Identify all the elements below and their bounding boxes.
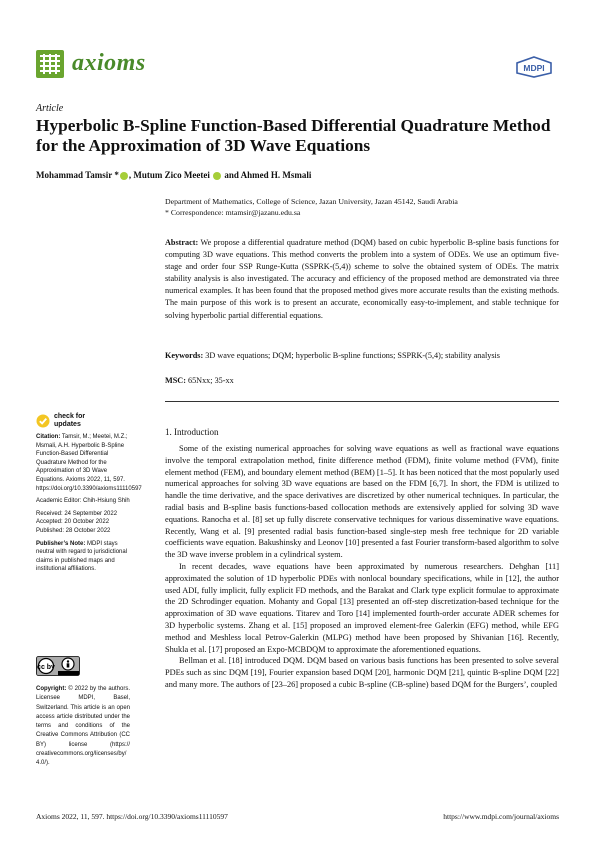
affiliations (165, 196, 565, 218)
publisher-note (36, 540, 130, 574)
divider (165, 401, 559, 402)
paragraph: Bellman et al. [18] introduced DQM. DQM based on various basis functions has been presented to solve several PDEs such as sinc DQM [19], Fourier expansion based DQM [20], harmonic DQM [21], quintic B-spline DQM [22] and many more. The authors of [23–26] proposed a cubic B-spline (CB-spline) based DQM for the Burgers’, coupled (165, 656, 559, 689)
citation-label: Citation: (36, 434, 61, 440)
publisher-note-label: Publisher’s Note: (36, 540, 86, 547)
page-title: Hyperbolic B-Spline Function-Based Differential Quadrature Method for the Approximation of 3D Wave Equations (36, 116, 551, 155)
footer-journal-link[interactable]: https://www.mdpi.com/journal/axioms (443, 812, 559, 821)
authors (36, 170, 311, 180)
keywords-text: 3D wave equations; DQM; hyperbolic B-spline functions; SSPRK-(5,4); stability analysis (203, 351, 500, 360)
affiliation: Department of Mathematics, College of Science, Jazan University, Jazan 45142, Saudi Arabia (165, 197, 458, 206)
keywords (165, 351, 559, 360)
footer-citation[interactable]: Axioms 2022, 11, 597. https://doi.org/10.3390/axioms11110597 (36, 812, 228, 821)
copyright-label: Copyright: (36, 686, 67, 692)
orcid-icon[interactable] (213, 172, 221, 180)
correspondence: * Correspondence: mtamsir@jazanu.edu.sa (165, 208, 301, 217)
author-3[interactable]: and Ahmed H. Msmali (222, 170, 312, 180)
published-date: Published: 28 October 2022 (36, 527, 111, 534)
mdpi-logo-icon (515, 56, 553, 78)
article-type: Article (36, 103, 64, 114)
abstract (165, 237, 559, 322)
journal-logo-icon (36, 50, 64, 78)
msc-label: MSC: (165, 376, 186, 385)
paragraph: In recent decades, wave equations have been approximated by numerous researchers. Dehghan [11] approximated the solution of 1D hyperbolic PDEs with nonlocal boundary specifications, while in [12], the author used ADI, fully implicit, fully explicit FD methods, and the Barakat and Clark type explicit formulae to approximate the 2D Schrodinger equation. Mohanty and Gopal [13] presented an off-step discretization-based technique for the approximation of 3D wave equations. Titarev and Toro [14] implemented fourth-order accurate ADER schemes for 3D hyperbolic systems. Zhang et al. [15] proposed an improved element-free Galerkin (EFG) method, while EFG method and Meshless local Petrov-Galerkin (MLPG) method have been proposed by Shivanian [16]. Recently, Shukla et al. [17] proposed an Expo-MCBDQM to approximate the aforementioned equations. (165, 561, 559, 654)
check-for-updates-icon[interactable] (36, 414, 50, 428)
copyright-text: © 2022 by the authors. Licensee MDPI, Basel, Switzerland. This article is an open access article distributed under the terms and conditions of the Creative Commons Attribution (CC BY) license (https:// creativecommons.org/licenses/by/ 4.0/). (36, 686, 130, 767)
body-text (165, 443, 559, 691)
orcid-icon[interactable] (120, 172, 128, 180)
msc (165, 376, 234, 385)
paragraph: Some of the existing numerical approaches for solving wave equations as well as fractional wave equations involve the temporal extrapolation method, finite difference method (FDM), finite volume method (FVM), finite element method (FEM), and boundary element method (BEM) [1–5]. It has been noticed that the most popularly used numerical approaches for solving 3D wave equations are based on the FDM [6,7]. In short, the FDM is utilized to handle the time derivative, and the space derivatives are discretized by other numerical techniques. In particular, the radial basis and B-spline basis functions-based collocation methods are extensively applied for solving 3D wave equations. Ranocha et al. [8] set up fully discrete conservative techniques for various disseminative wave equations. Recently, Wang et al. [9] presented radial basis function-based single-step mesh free technique for 2D variable coefficients wave equation. Bakushinsky and Leonov [10] presented a fast Fourier transform-based algorithm to solve the 3D wave inverse problem in a cylindrical system. (165, 444, 559, 560)
citation-text: Tamsir, M.; Meetei, M.Z.; Msmali, A.H. Hyperbolic B-Spline Function-Based Differential Quadrature Method for the Approximation of 3D Wave Equations. Axioms 2022, 11, 597. https://doi.org/10.3390/axioms11110597 (36, 434, 142, 492)
cc-label: cc by (37, 664, 55, 671)
academic-editor: Academic Editor: Chih-Hsiung Shih (36, 498, 130, 505)
section-heading: 1. Introduction (165, 427, 219, 437)
author-1[interactable]: Mohammad Tamsir * (36, 170, 119, 180)
abstract-text: We propose a differential quadrature method (DQM) based on cubic hyperbolic B-spline basis functions for computing 3D wave equations. This method converts the problem into a system of ODEs. We use an optimum five-stage and order four SSP Runge-Kutta (SSPRK-(5,4)) scheme to solve the obtained system of ODEs. The matrix stability analysis is also investigated. The accuracy and efficiency of the proposed method are demonstrated via three numerical examples. It has been found that the proposed method gives more accurate results than the existing methods. The main purpose of this work is to present an accurate, economically easy-to-implement, and stable technique for solving hyperbolic partial differential equations. (165, 238, 559, 320)
sidebar (36, 433, 142, 578)
citation (36, 433, 142, 493)
cc-by-license-icon[interactable] (36, 656, 80, 676)
msc-text: 65Nxx; 35-xx (185, 376, 234, 385)
check-for-updates-link[interactable]: check for updates (54, 413, 86, 428)
author-2[interactable]: , Mutum Zico Meetei (128, 170, 210, 180)
received-date: Received: 24 September 2022 (36, 510, 118, 517)
keywords-label: Keywords: (165, 351, 204, 360)
abstract-label: Abstract: (165, 238, 199, 247)
publisher-note-text: MDPI stays neutral with regard to jurisdictional claims in published maps and institutional affiliations. (36, 540, 128, 573)
accepted-date: Accepted: 20 October 2022 (36, 519, 110, 526)
copyright (36, 685, 130, 769)
journal-name: axioms (72, 50, 146, 76)
publisher-name: MDPI (523, 63, 545, 73)
